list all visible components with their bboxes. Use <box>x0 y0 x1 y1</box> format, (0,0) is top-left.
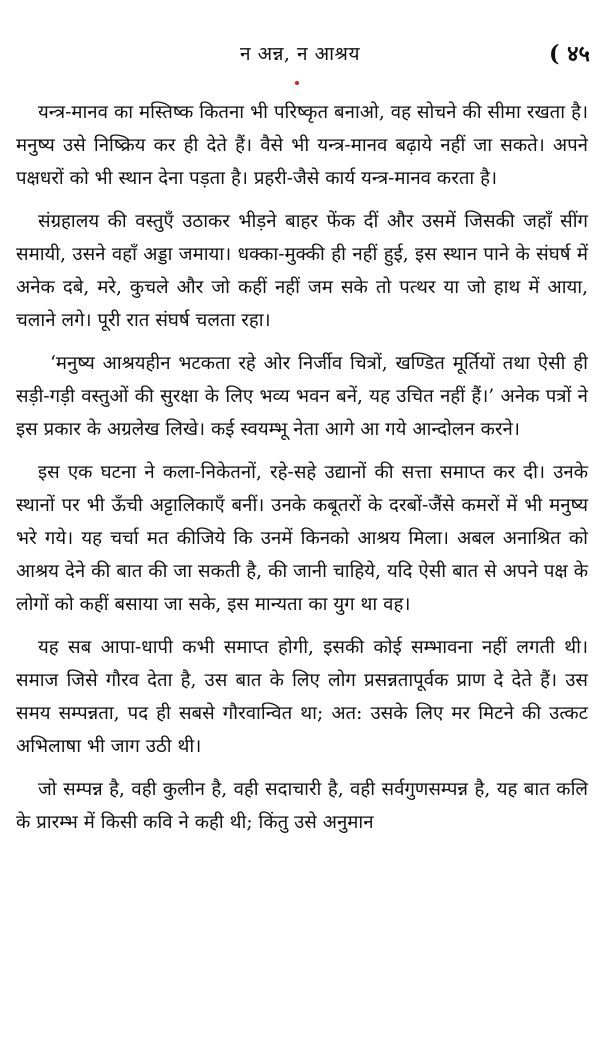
page-number: ( ४५ <box>549 41 590 67</box>
paragraph-1: यन्त्र-मानव का मस्तिष्क कितना भी परिष्कृत बनाओ, वह सोचने की सीमा रखता है। मनुष्य उसे निष्क्रिय कर ही देते हैं। वैसे भी यन्त्र-मानव बढ़ाये नहीं जा सकते। अपने पक्षधरों को भी स्थान देना पड़ता है। प्रहरी-जैसे कार्य यन्त्र-मानव करता है। <box>16 102 588 189</box>
paragraph-4: इस एक घटना ने कला-निकेतनों, रहे-सहे उद्यानों की सत्ता समाप्त कर दी। उनके स्थानों पर भी ऊँची अट्टालिकाएँ बनीं। उनके कबूतरों के दरबों-जैंसे कमरों में भी मनुष्य भरे गये। यह चर्चा मत कीजिये कि उनमें किनको आश्रय मिला। अबल अनाश्रित को आश्रय देने की बात की जा सकती है, की जानी चाहिये, यदि ऐसी बात से अपने पक्ष के लोगों को कहीं बसाया जा सके, इस मान्यता का युग था वह। <box>16 462 588 615</box>
paragraph-5: यह सब आपा-धापी कभी समाप्त होगी, इसकी कोई सम्भावना नहीं लगती थी। समाज जिसे गौरव देता है, उस बात के लिए लोग प्रसन्नतापूर्वक प्राण दे देते हैं। उस समय सम्पन्नता, पद ही सबसे गौरवान्वित था; अत: उसके लिए मर मिटने की उत्कट अभिलाषा भी जाग उठी थी। <box>16 637 588 757</box>
body-text <box>16 96 588 839</box>
ink-dot <box>295 81 299 85</box>
paragraph-3-quote: ‘मनुष्य आश्रयहीन भटकता रहे ओर निर्जीव चित्रों, खण्डित मूर्तियों तथा ऐसी ही सड़ी-गड़ी वस्तुओं की सुरक्षा के लिए भव्य भवन बनें, यह उचित नहीं हैं।’ अनेक पत्रों ने इस प्रकार के अग्रलेख लिखे। कई स्वयम्भू नेता आगे आ गये आन्दोलन करने। <box>16 353 588 440</box>
page-header <box>0 40 600 76</box>
paragraph-6: जो सम्पन्न है, वही कुलीन है, वही सदाचारी है, वही सर्वगुणसम्पन्न है, यह बात कलि के प्रारम्भ में किसी कवि ने कही थी; किंतु उसे अनुमान <box>16 779 588 833</box>
running-head: न अन्न, न आश्रय <box>240 43 360 65</box>
paragraph-2: संग्रहालय की वस्तुएँ उठाकर भीड़ने बाहर फेंक दीं और उसमें जिसकी जहाँ सींग समायी, उसने वहाँ अड्डा जमाया। धक्का-मुक्की ही नहीं हुई, इस स्थान पाने के संघर्ष में अनेक दबे, मरे, कुचले और जो कहीं नहीं जम सके तो पत्थर या जो हाथ में आया, चलाने लगे। पूरी रात संघर्ष चलता रहा। <box>16 211 588 331</box>
